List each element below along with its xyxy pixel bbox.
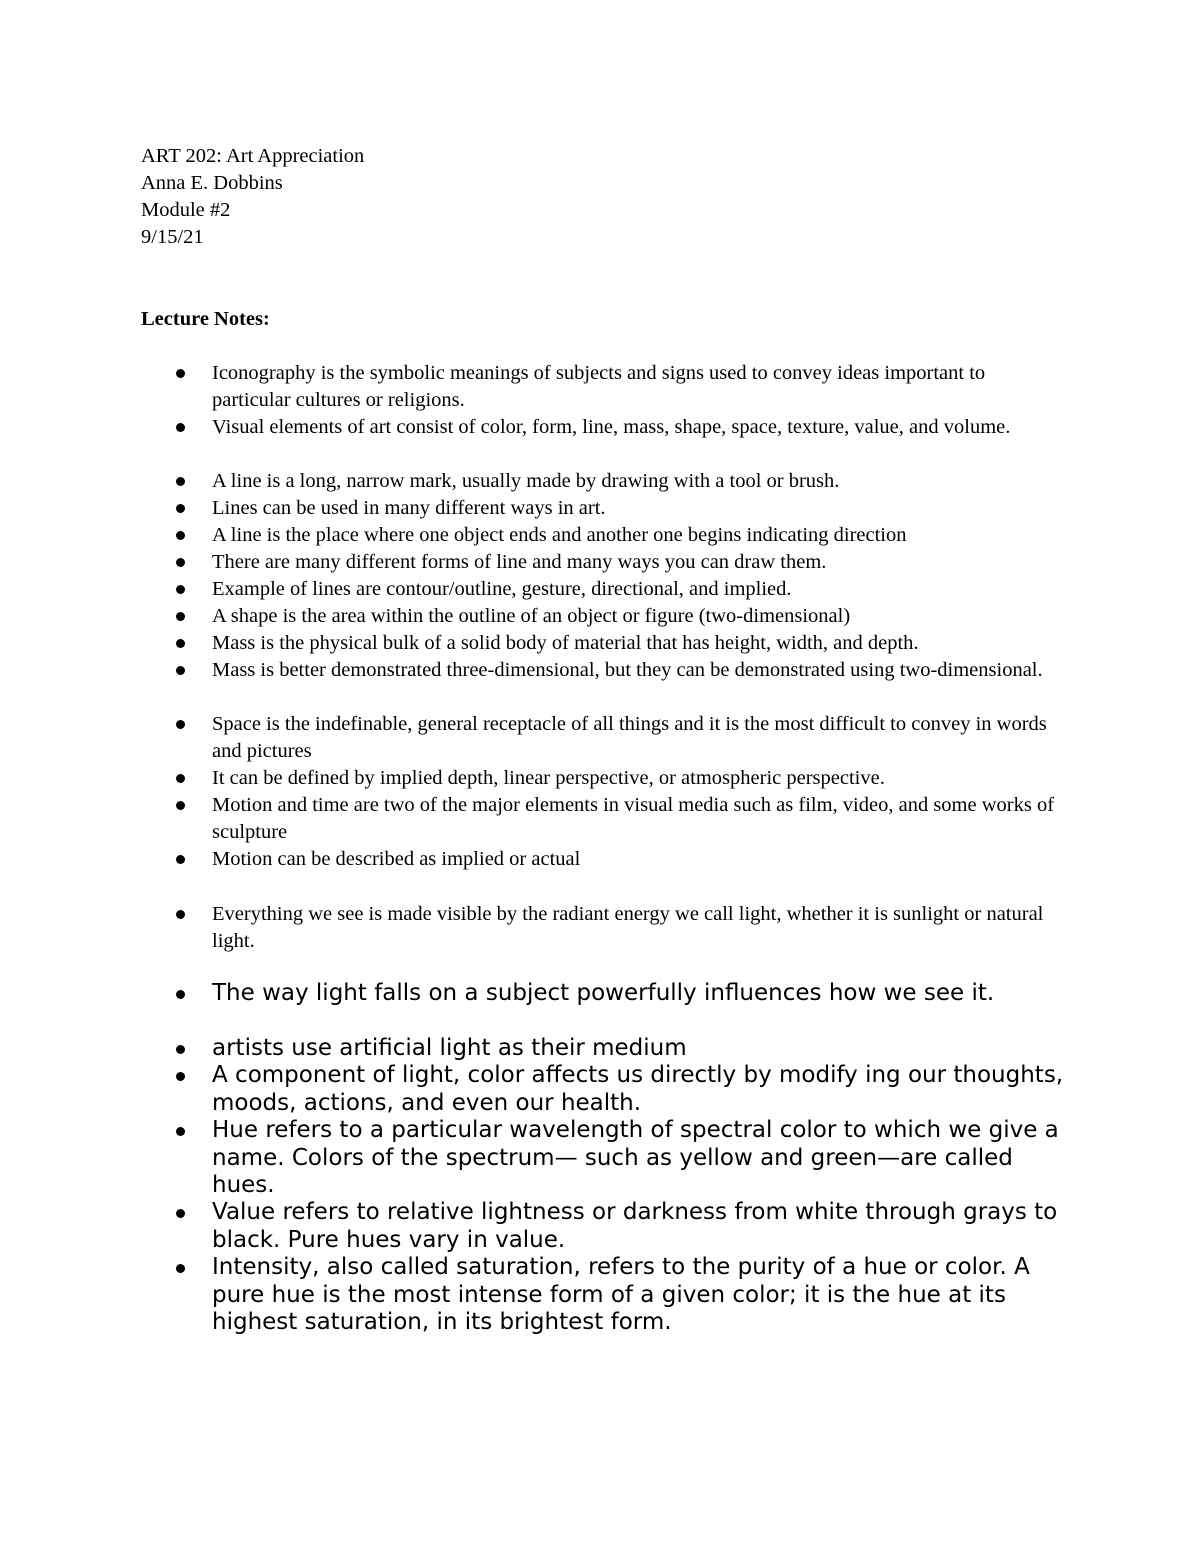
list-item (212, 765, 1062, 792)
list-item-text: Motion can be described as implied or actual (212, 848, 581, 870)
list-item-text: A shape is the area within the outline of an object or figure (two-dimensional) (212, 605, 851, 627)
list-item-text: A component of light, color affects us directly by modify ing our thoughts, moods, actions, and even our health. (212, 1062, 1064, 1116)
list-item (212, 603, 1062, 630)
document-header (141, 143, 364, 251)
list-item-text: Motion and time are two of the major elements in visual media such as film, video, and some works of sculpture (212, 794, 1055, 843)
bullet-icon (176, 720, 185, 729)
document-date: 9/15/21 (141, 226, 204, 248)
bullet-icon (176, 1072, 185, 1081)
bullet-icon (176, 558, 185, 567)
bullet-icon (176, 423, 185, 432)
bullet-icon (176, 585, 185, 594)
module-number: Module #2 (141, 199, 231, 221)
bullet-icon (176, 910, 185, 919)
list-item (212, 414, 1062, 441)
bullet-icon (176, 477, 185, 486)
list-item-text: Space is the indefinable, general receptacle of all things and it is the most difficult to convey in words and pictures (212, 713, 1047, 762)
bullet-icon (176, 531, 185, 540)
list-item-text: A line is a long, narrow mark, usually made by drawing with a tool or brush. (212, 470, 840, 492)
bullet-icon (176, 990, 185, 999)
list-item (212, 901, 1062, 955)
bullet-icon (176, 666, 185, 675)
list-item-text: Everything we see is made visible by the radiant energy we call light, whether it is sunlight or natural light. (212, 903, 1044, 952)
bullet-icon (176, 855, 185, 864)
list-item-text: The way light falls on a subject powerfully influences how we see it. (212, 980, 995, 1006)
course-title: ART 202: Art Appreciation (141, 145, 365, 167)
bullet-icon (176, 504, 185, 513)
bullet-icon (176, 801, 185, 810)
bullet-icon (176, 1264, 185, 1273)
list-item (212, 468, 1062, 495)
list-item (212, 980, 1072, 1008)
list-item-text: Mass is the physical bulk of a solid body of material that has height, width, and depth. (212, 632, 919, 654)
bullet-icon (176, 1045, 185, 1054)
list-item-text: Hue refers to a particular wavelength of spectral color to which we give a name. Colors of the spectrum— such as yellow and green—are called hues. (212, 1117, 1059, 1198)
bullet-icon (176, 1127, 185, 1136)
bullet-icon (176, 369, 185, 378)
list-item-text: It can be defined by implied depth, linear perspective, or atmospheric perspective. (212, 767, 885, 789)
list-item-text: Value refers to relative lightness or darkness from white through grays to black. Pure hues vary in value. (212, 1199, 1058, 1253)
bullet-icon (176, 1209, 185, 1218)
bullet-icon (176, 639, 185, 648)
list-item-text: Iconography is the symbolic meanings of subjects and signs used to convey ideas important to particular cultures or religions. (212, 362, 986, 411)
section-heading: Lecture Notes: (141, 308, 270, 330)
list-item-text: Example of lines are contour/outline, gesture, directional, and implied. (212, 578, 792, 600)
list-item (212, 495, 1062, 522)
list-item (212, 846, 1062, 873)
list-item-text: Visual elements of art consist of color, form, line, mass, shape, space, texture, value, and volume. (212, 416, 1011, 438)
list-item (212, 1062, 1072, 1117)
list-item (212, 630, 1062, 657)
list-item (212, 549, 1062, 576)
list-item-text: There are many different forms of line and many ways you can draw them. (212, 551, 827, 573)
list-item (212, 1199, 1072, 1254)
list-item-text: artists use artificial light as their medium (212, 1035, 687, 1061)
list-item (212, 576, 1062, 603)
list-item (212, 711, 1062, 765)
bullet-icon (176, 774, 185, 783)
list-item (212, 360, 1062, 414)
list-item-text: Intensity, also called saturation, refers to the purity of a hue or color. A pure hue is the most intense form of a given color; it is the hue at its highest saturation, in its brightest form. (212, 1254, 1030, 1335)
list-item (212, 522, 1062, 549)
list-item (212, 1035, 1072, 1063)
list-item (212, 1254, 1072, 1337)
list-item-text: A line is the place where one object ends and another one begins indicating direction (212, 524, 907, 546)
bullet-icon (176, 612, 185, 621)
list-item (212, 657, 1062, 684)
author-name: Anna E. Dobbins (141, 172, 283, 194)
list-item-text: Mass is better demonstrated three-dimensional, but they can be demonstrated using two-dimensional. (212, 659, 1043, 681)
list-item (212, 792, 1062, 846)
list-item (212, 1117, 1072, 1200)
list-item-text: Lines can be used in many different ways in art. (212, 497, 606, 519)
